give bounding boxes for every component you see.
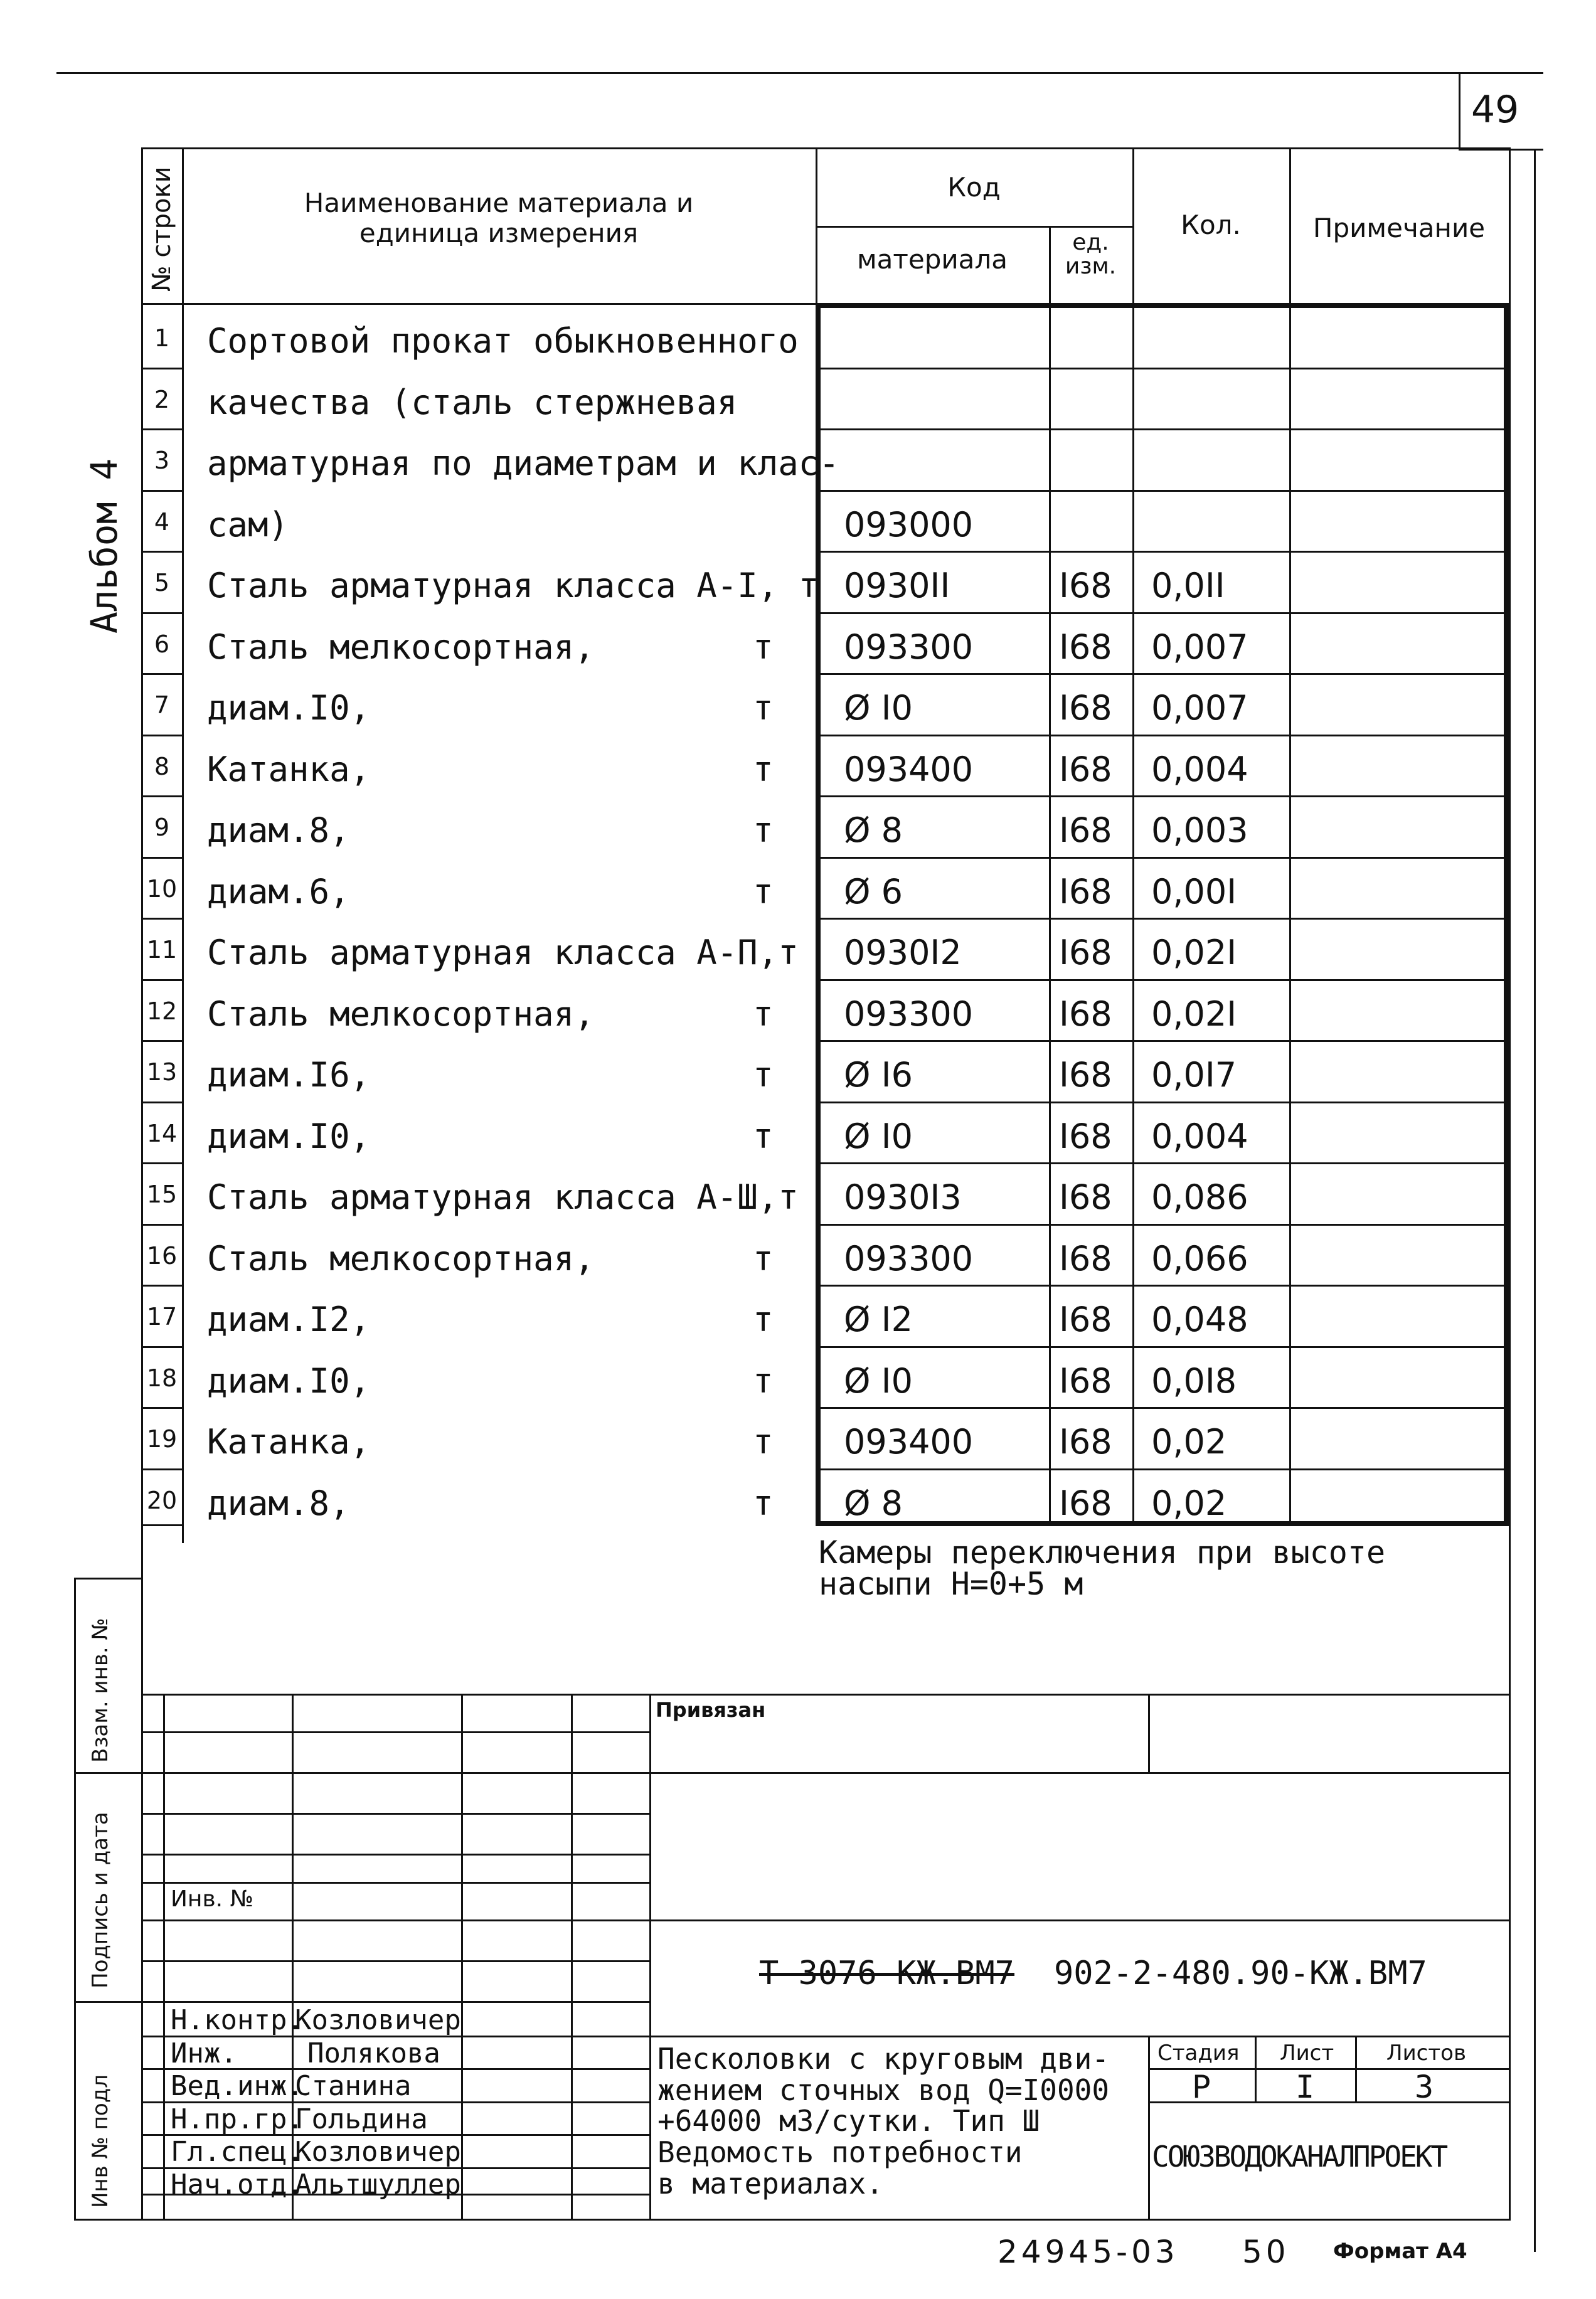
quantity: 0,02I bbox=[1151, 994, 1237, 1034]
quantity: 0,007 bbox=[1151, 627, 1248, 667]
table-note: Камеры переключения при высоте насыпи Н=0+5 м bbox=[819, 1534, 1386, 1602]
signer-name: Станина bbox=[295, 2070, 412, 2102]
row-number: 19 bbox=[146, 1425, 178, 1453]
sheets-value: 3 bbox=[1415, 2069, 1434, 2105]
unit-code: I68 bbox=[1059, 1300, 1112, 1339]
material-name: диам.I0, bbox=[207, 1116, 371, 1156]
material-code: 0930II bbox=[844, 566, 950, 605]
material-unit: т bbox=[753, 1361, 774, 1401]
signer-role: Инж. bbox=[171, 2037, 237, 2069]
material-name: качества (сталь стержневая bbox=[207, 382, 738, 422]
material-unit: т bbox=[753, 810, 774, 850]
material-unit: т bbox=[753, 1422, 774, 1462]
material-name: Катанка, bbox=[207, 1422, 371, 1462]
archive-number: 24945-03 bbox=[998, 2234, 1179, 2270]
unit-code: I68 bbox=[1059, 1422, 1112, 1462]
row-number: 2 bbox=[154, 385, 170, 413]
material-code: 093400 bbox=[844, 1422, 974, 1462]
material-unit: т bbox=[753, 1055, 774, 1095]
unit-code: I68 bbox=[1059, 627, 1112, 667]
row-number: 16 bbox=[146, 1241, 178, 1270]
row-number: 13 bbox=[146, 1058, 178, 1086]
material-code: Ø I6 bbox=[844, 1055, 913, 1095]
material-code: Ø 8 bbox=[844, 810, 903, 850]
unit-code: I68 bbox=[1059, 933, 1112, 972]
material-unit: т bbox=[753, 749, 774, 789]
material-unit: т bbox=[753, 1116, 774, 1156]
quantity: 0,003 bbox=[1151, 810, 1248, 850]
row-number: 11 bbox=[146, 936, 178, 964]
top-rule bbox=[56, 72, 1543, 74]
material-name: Сталь арматурная класса А-Ш,т bbox=[207, 1177, 799, 1217]
material-code: Ø I0 bbox=[844, 1116, 913, 1156]
signer-role: Н.контр. bbox=[171, 2004, 304, 2036]
quantity: 0,0II bbox=[1151, 566, 1225, 605]
signer-role: Вед.инж. bbox=[171, 2070, 304, 2102]
unit-code: I68 bbox=[1059, 1361, 1112, 1401]
sheet-value: I bbox=[1295, 2069, 1315, 2105]
page-ref: 50 bbox=[1242, 2234, 1290, 2270]
material-code: Ø I2 bbox=[844, 1300, 913, 1339]
unit-code: I68 bbox=[1059, 749, 1112, 789]
material-code: 093300 bbox=[844, 627, 974, 667]
row-number: 5 bbox=[154, 569, 170, 597]
stage-value: Р bbox=[1192, 2069, 1211, 2105]
unit-code: I68 bbox=[1059, 810, 1112, 850]
row-number: 20 bbox=[146, 1486, 178, 1514]
inv-no-label: Инв. № bbox=[171, 1886, 254, 1912]
quantity: 0,004 bbox=[1151, 749, 1248, 789]
row-number: 9 bbox=[154, 814, 170, 841]
material-code: 0930I3 bbox=[844, 1177, 962, 1217]
row-number: 4 bbox=[154, 507, 170, 536]
material-unit: т bbox=[753, 1483, 774, 1523]
album-label: Альбом 4 bbox=[83, 458, 125, 634]
row-number: 7 bbox=[154, 691, 170, 719]
material-code: 0930I2 bbox=[844, 933, 962, 972]
quantity: 0,066 bbox=[1151, 1238, 1248, 1278]
material-name: диам.8, bbox=[207, 1483, 350, 1523]
quantity: 0,048 bbox=[1151, 1300, 1248, 1339]
drawing-title: Песколовки с круговым дви- жением сточных вод Q=I0000 +64000 м3/сутки. Тип Ш Ведомость потребности в материалах. bbox=[657, 2042, 1110, 2201]
signer-name: Гольдина bbox=[295, 2103, 428, 2135]
organization: СОЮЗВОДОКАНАЛПРОЕКТ bbox=[1152, 2140, 1447, 2174]
unit-code: I68 bbox=[1059, 1177, 1112, 1217]
side-inv-podl: Инв № подл bbox=[88, 2074, 113, 2208]
row-number: 12 bbox=[146, 997, 178, 1025]
material-code: 093000 bbox=[844, 504, 974, 544]
material-unit: т bbox=[753, 1300, 774, 1339]
unit-code: I68 bbox=[1059, 1116, 1112, 1156]
signer-role: Н.пр.гр. bbox=[171, 2103, 304, 2135]
material-code: 093300 bbox=[844, 1238, 974, 1278]
material-name: диам.I6, bbox=[207, 1055, 371, 1095]
quantity: 0,02 bbox=[1151, 1422, 1227, 1462]
material-name: Сталь арматурная класса А-I, т bbox=[207, 566, 819, 605]
material-name: Сталь мелкосортная, bbox=[207, 1238, 595, 1278]
quantity: 0,004 bbox=[1151, 1116, 1248, 1156]
row-number: 17 bbox=[146, 1303, 178, 1330]
quantity: 0,02 bbox=[1151, 1483, 1227, 1523]
signer-name: Козловичер bbox=[295, 2136, 461, 2168]
material-code: Ø I0 bbox=[844, 1361, 913, 1401]
page-number-box bbox=[1459, 72, 1460, 151]
material-unit: т bbox=[753, 627, 774, 667]
unit-code: I68 bbox=[1059, 566, 1112, 605]
header-code-unit: ед. изм. bbox=[1065, 230, 1117, 279]
format-label: Формат А4 bbox=[1333, 2239, 1467, 2264]
material-code: Ø 8 bbox=[844, 1483, 903, 1523]
quantity: 0,0I8 bbox=[1151, 1361, 1237, 1401]
material-name: сам) bbox=[207, 504, 289, 544]
unit-code: I68 bbox=[1059, 994, 1112, 1034]
page-number: 49 bbox=[1471, 88, 1519, 132]
unit-code: I68 bbox=[1059, 871, 1112, 911]
material-unit: т bbox=[753, 871, 774, 911]
signer-name: Альтшуллер bbox=[295, 2169, 461, 2201]
header-row-no: № строки bbox=[147, 166, 176, 292]
material-name: диам.I0, bbox=[207, 1361, 371, 1401]
stage-label: Стадия bbox=[1157, 2041, 1240, 2066]
material-code: 093300 bbox=[844, 994, 974, 1034]
header-note: Примечание bbox=[1312, 213, 1486, 243]
material-name: диам.8, bbox=[207, 810, 350, 850]
header-qty: Кол. bbox=[1181, 210, 1241, 240]
material-name: диам.6, bbox=[207, 871, 350, 911]
quantity: 0,02I bbox=[1151, 933, 1237, 972]
unit-code: I68 bbox=[1059, 1483, 1112, 1523]
row-number: 8 bbox=[154, 752, 170, 780]
unit-code: I68 bbox=[1059, 1055, 1112, 1095]
material-unit: т bbox=[753, 688, 774, 728]
signer-name: Козловичер bbox=[295, 2004, 461, 2036]
material-name: Сталь мелкосортная, bbox=[207, 627, 595, 667]
material-unit: т bbox=[753, 1238, 774, 1278]
doc-old-code: Т 3076 КЖ.ВМ7 bbox=[759, 1955, 1014, 1992]
unit-code: I68 bbox=[1059, 1238, 1112, 1278]
material-name: диам.I0, bbox=[207, 688, 371, 728]
material-name: диам.I2, bbox=[207, 1300, 371, 1339]
material-name: Сортовой прокат обыкновенного bbox=[207, 321, 799, 361]
privyazan-label: Привязан bbox=[656, 1698, 766, 1722]
quantity: 0,007 bbox=[1151, 688, 1248, 728]
material-name: Сталь мелкосортная, bbox=[207, 994, 595, 1034]
row-number: 14 bbox=[146, 1119, 178, 1147]
material-code: Ø I0 bbox=[844, 688, 913, 728]
sheets-label: Листов bbox=[1386, 2041, 1467, 2066]
quantity: 0,0I7 bbox=[1151, 1055, 1237, 1095]
unit-code: I68 bbox=[1059, 688, 1112, 728]
sheet-label: Лист bbox=[1280, 2041, 1334, 2066]
material-code: 093400 bbox=[844, 749, 974, 789]
signer-name: Полякова bbox=[307, 2037, 440, 2069]
signer-role: Гл.спец. bbox=[171, 2136, 304, 2168]
row-number: 6 bbox=[154, 630, 170, 658]
side-vzam: Взам. инв. № bbox=[88, 1618, 113, 1763]
material-name: Сталь арматурная класса А-П,т bbox=[207, 933, 799, 972]
row-number: 10 bbox=[146, 874, 178, 903]
material-name: арматурная по диаметрам и клас- bbox=[207, 443, 839, 483]
material-code: Ø 6 bbox=[844, 871, 903, 911]
header-name: Наименование материала и единица измерения bbox=[304, 188, 694, 249]
row-number: 15 bbox=[146, 1181, 178, 1208]
material-name: Катанка, bbox=[207, 749, 371, 789]
row-number: 1 bbox=[154, 324, 170, 352]
doc-code: 902-2-480.90-КЖ.ВМ7 bbox=[1054, 1955, 1427, 1992]
quantity: 0,00I bbox=[1151, 871, 1237, 911]
quantity: 0,086 bbox=[1151, 1177, 1248, 1217]
material-unit: т bbox=[753, 994, 774, 1034]
side-podpis: Подпись и дата bbox=[88, 1812, 113, 1988]
header-code-material: материала bbox=[856, 244, 1008, 275]
row-number: 3 bbox=[154, 447, 170, 474]
header-code: Код bbox=[947, 172, 1001, 203]
row-number: 18 bbox=[146, 1364, 178, 1392]
signer-role: Нач.отд. bbox=[171, 2169, 304, 2201]
